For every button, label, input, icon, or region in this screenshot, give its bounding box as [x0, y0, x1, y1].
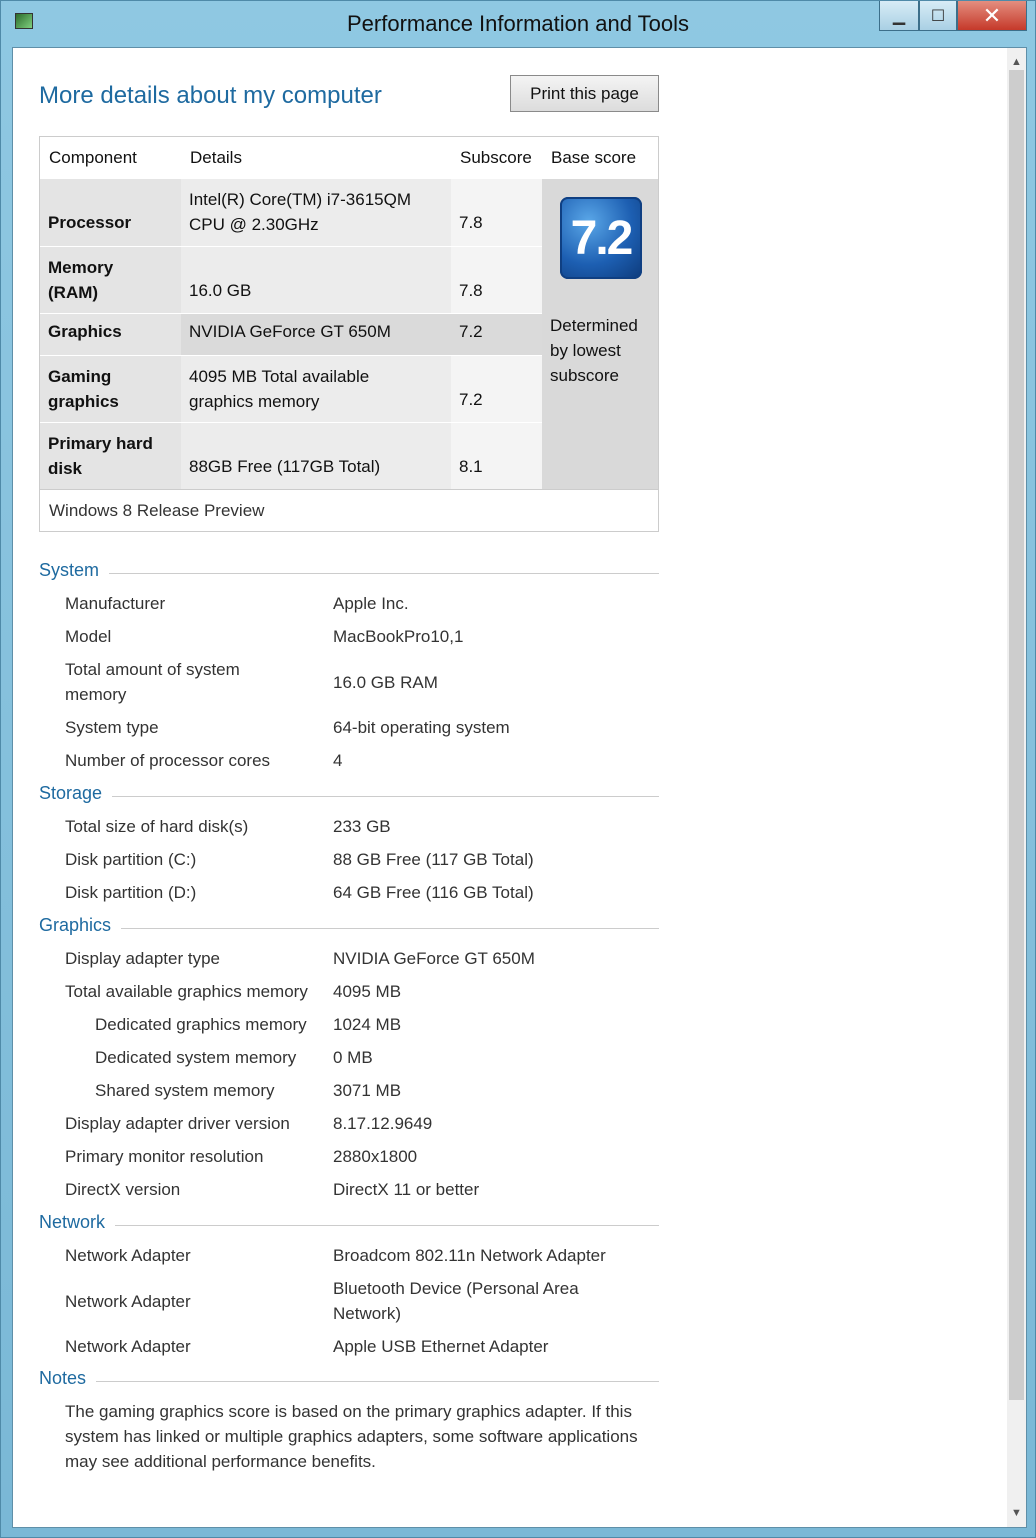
section-divider — [39, 1225, 659, 1226]
item-label: Total available graphics memory — [65, 982, 308, 1001]
table-row — [40, 246, 542, 313]
item-value: Broadcom 802.11n Network Adapter — [333, 1246, 606, 1265]
list-item — [13, 591, 713, 616]
item-value: DirectX 11 or better — [333, 1180, 480, 1199]
list-item — [13, 1276, 713, 1326]
details-cell: 88GB Free (117GB Total) — [181, 423, 451, 490]
item-value: 1024 MB — [333, 1015, 402, 1034]
item-label: Manufacturer — [65, 594, 166, 613]
item-value: 4 — [333, 751, 343, 770]
details-cell: Intel(R) Core(TM) i7-3615QM CPU @ 2.30GHz — [181, 179, 451, 246]
section-title: Graphics — [39, 915, 121, 936]
item-label: Disk partition (D:) — [65, 883, 197, 902]
item-value: Bluetooth Device (Personal Area Network) — [333, 1279, 579, 1323]
item-label: Model — [65, 627, 112, 646]
section-network — [39, 1212, 659, 1236]
close-button[interactable]: ✕ — [957, 1, 1027, 31]
item-label: Total size of hard disk(s) — [65, 817, 249, 836]
item-label: Network Adapter — [65, 1246, 191, 1265]
score-table — [39, 136, 659, 532]
item-value: 2880x1800 — [333, 1147, 418, 1166]
os-version-label: Windows 8 Release Preview — [40, 489, 658, 531]
item-label: Total amount of system memory — [65, 660, 240, 704]
item-label: Network Adapter — [65, 1292, 191, 1311]
item-value: 233 GB — [333, 817, 391, 836]
list-item — [13, 979, 713, 1004]
section-divider — [39, 1381, 659, 1382]
item-label: Disk partition (C:) — [65, 850, 197, 869]
list-item — [13, 814, 713, 839]
list-item — [13, 847, 713, 872]
header-base-score: Base score — [551, 148, 637, 167]
item-value: 4095 MB — [333, 982, 402, 1001]
table-row — [40, 179, 542, 246]
item-label: Display adapter type — [65, 949, 220, 968]
list-item — [13, 748, 713, 773]
header-details: Details — [190, 148, 242, 167]
scrollbar-thumb[interactable] — [1009, 70, 1024, 1400]
item-value: 64 GB Free (116 GB Total) — [333, 883, 534, 902]
base-score-badge: 7.2 — [560, 197, 642, 279]
table-row — [40, 355, 542, 422]
details-cell: 16.0 GB — [181, 247, 451, 313]
component-cell: Graphics — [40, 314, 181, 355]
list-item — [13, 1078, 713, 1103]
item-value: NVIDIA GeForce GT 650M — [333, 949, 535, 968]
scroll-up-arrow-icon[interactable]: ▲ — [1011, 56, 1022, 68]
details-cell: NVIDIA GeForce GT 650M — [181, 314, 451, 355]
item-value: Apple Inc. — [333, 594, 409, 613]
header-component: Component — [49, 148, 137, 167]
section-system — [39, 560, 659, 584]
section-graphics — [39, 915, 659, 939]
window-title: Performance Information and Tools — [347, 11, 689, 36]
item-label: Display adapter driver version — [65, 1114, 290, 1133]
list-item — [13, 1243, 713, 1268]
minimize-button[interactable]: ▁ — [879, 1, 919, 31]
list-item — [13, 946, 713, 971]
section-notes — [39, 1368, 659, 1392]
title-bar[interactable] — [1, 1, 1035, 47]
item-label: Network Adapter — [65, 1337, 191, 1356]
subscore-cell: 8.1 — [451, 423, 542, 490]
list-item — [13, 1177, 713, 1202]
list-item — [13, 1045, 713, 1070]
list-item — [13, 715, 713, 740]
section-storage — [39, 783, 659, 807]
item-label: Dedicated graphics memory — [95, 1015, 307, 1034]
subscore-cell: 7.2 — [451, 356, 542, 422]
subscore-cell: 7.8 — [451, 247, 542, 313]
list-item — [13, 1334, 713, 1359]
section-title: Network — [39, 1212, 115, 1233]
list-item — [13, 624, 713, 649]
list-item — [13, 1012, 713, 1037]
item-value: 88 GB Free (117 GB Total) — [333, 850, 534, 869]
component-cell: Processor — [40, 179, 181, 246]
section-title: Notes — [39, 1368, 96, 1389]
subscore-cell: 7.8 — [451, 179, 542, 246]
component-cell: Gaming graphics — [40, 356, 181, 422]
section-divider — [39, 928, 659, 929]
page-content — [13, 48, 1008, 1527]
scroll-down-arrow-icon[interactable]: ▼ — [1011, 1507, 1022, 1519]
subscore-cell: 7.2 — [451, 314, 542, 355]
vertical-scrollbar[interactable] — [1007, 48, 1026, 1527]
item-value: MacBookPro10,1 — [333, 627, 464, 646]
section-title: Storage — [39, 783, 112, 804]
table-row — [40, 313, 542, 355]
section-divider — [39, 796, 659, 797]
item-value: 16.0 GB RAM — [333, 673, 438, 692]
details-cell: 4095 MB Total available graphics memory — [181, 356, 451, 422]
notes-text: The gaming graphics score is based on the primary graphics adapter. If this system has linked or multiple graphics adapters, some software applications may see additional performance benefits. — [65, 1402, 638, 1471]
item-value: Apple USB Ethernet Adapter — [333, 1337, 549, 1356]
item-label: Shared system memory — [95, 1081, 275, 1100]
table-row — [40, 422, 542, 490]
page-title: More details about my computer — [39, 82, 382, 109]
component-cell: Memory (RAM) — [40, 247, 181, 313]
list-item — [13, 880, 713, 905]
client-area — [12, 47, 1027, 1528]
print-button[interactable]: Print this page — [510, 75, 659, 112]
item-label: Dedicated system memory — [95, 1048, 297, 1067]
list-item — [13, 1111, 713, 1136]
list-item — [13, 1144, 713, 1169]
section-title: System — [39, 560, 109, 581]
maximize-button[interactable]: ☐ — [919, 1, 957, 31]
base-score-column — [542, 179, 658, 490]
item-value: 3071 MB — [333, 1081, 402, 1100]
item-label: Number of processor cores — [65, 751, 271, 770]
base-score-note: Determined by lowest subscore — [550, 316, 638, 385]
item-label: Primary monitor resolution — [65, 1147, 264, 1166]
item-value: 64-bit operating system — [333, 718, 510, 737]
item-label: System type — [65, 718, 159, 737]
item-label: DirectX version — [65, 1180, 181, 1199]
list-item — [13, 657, 713, 707]
item-value: 8.17.12.9649 — [333, 1114, 433, 1133]
header-subscore: Subscore — [460, 148, 532, 167]
item-value: 0 MB — [333, 1048, 373, 1067]
section-divider — [39, 573, 659, 574]
component-cell: Primary hard disk — [40, 423, 181, 490]
